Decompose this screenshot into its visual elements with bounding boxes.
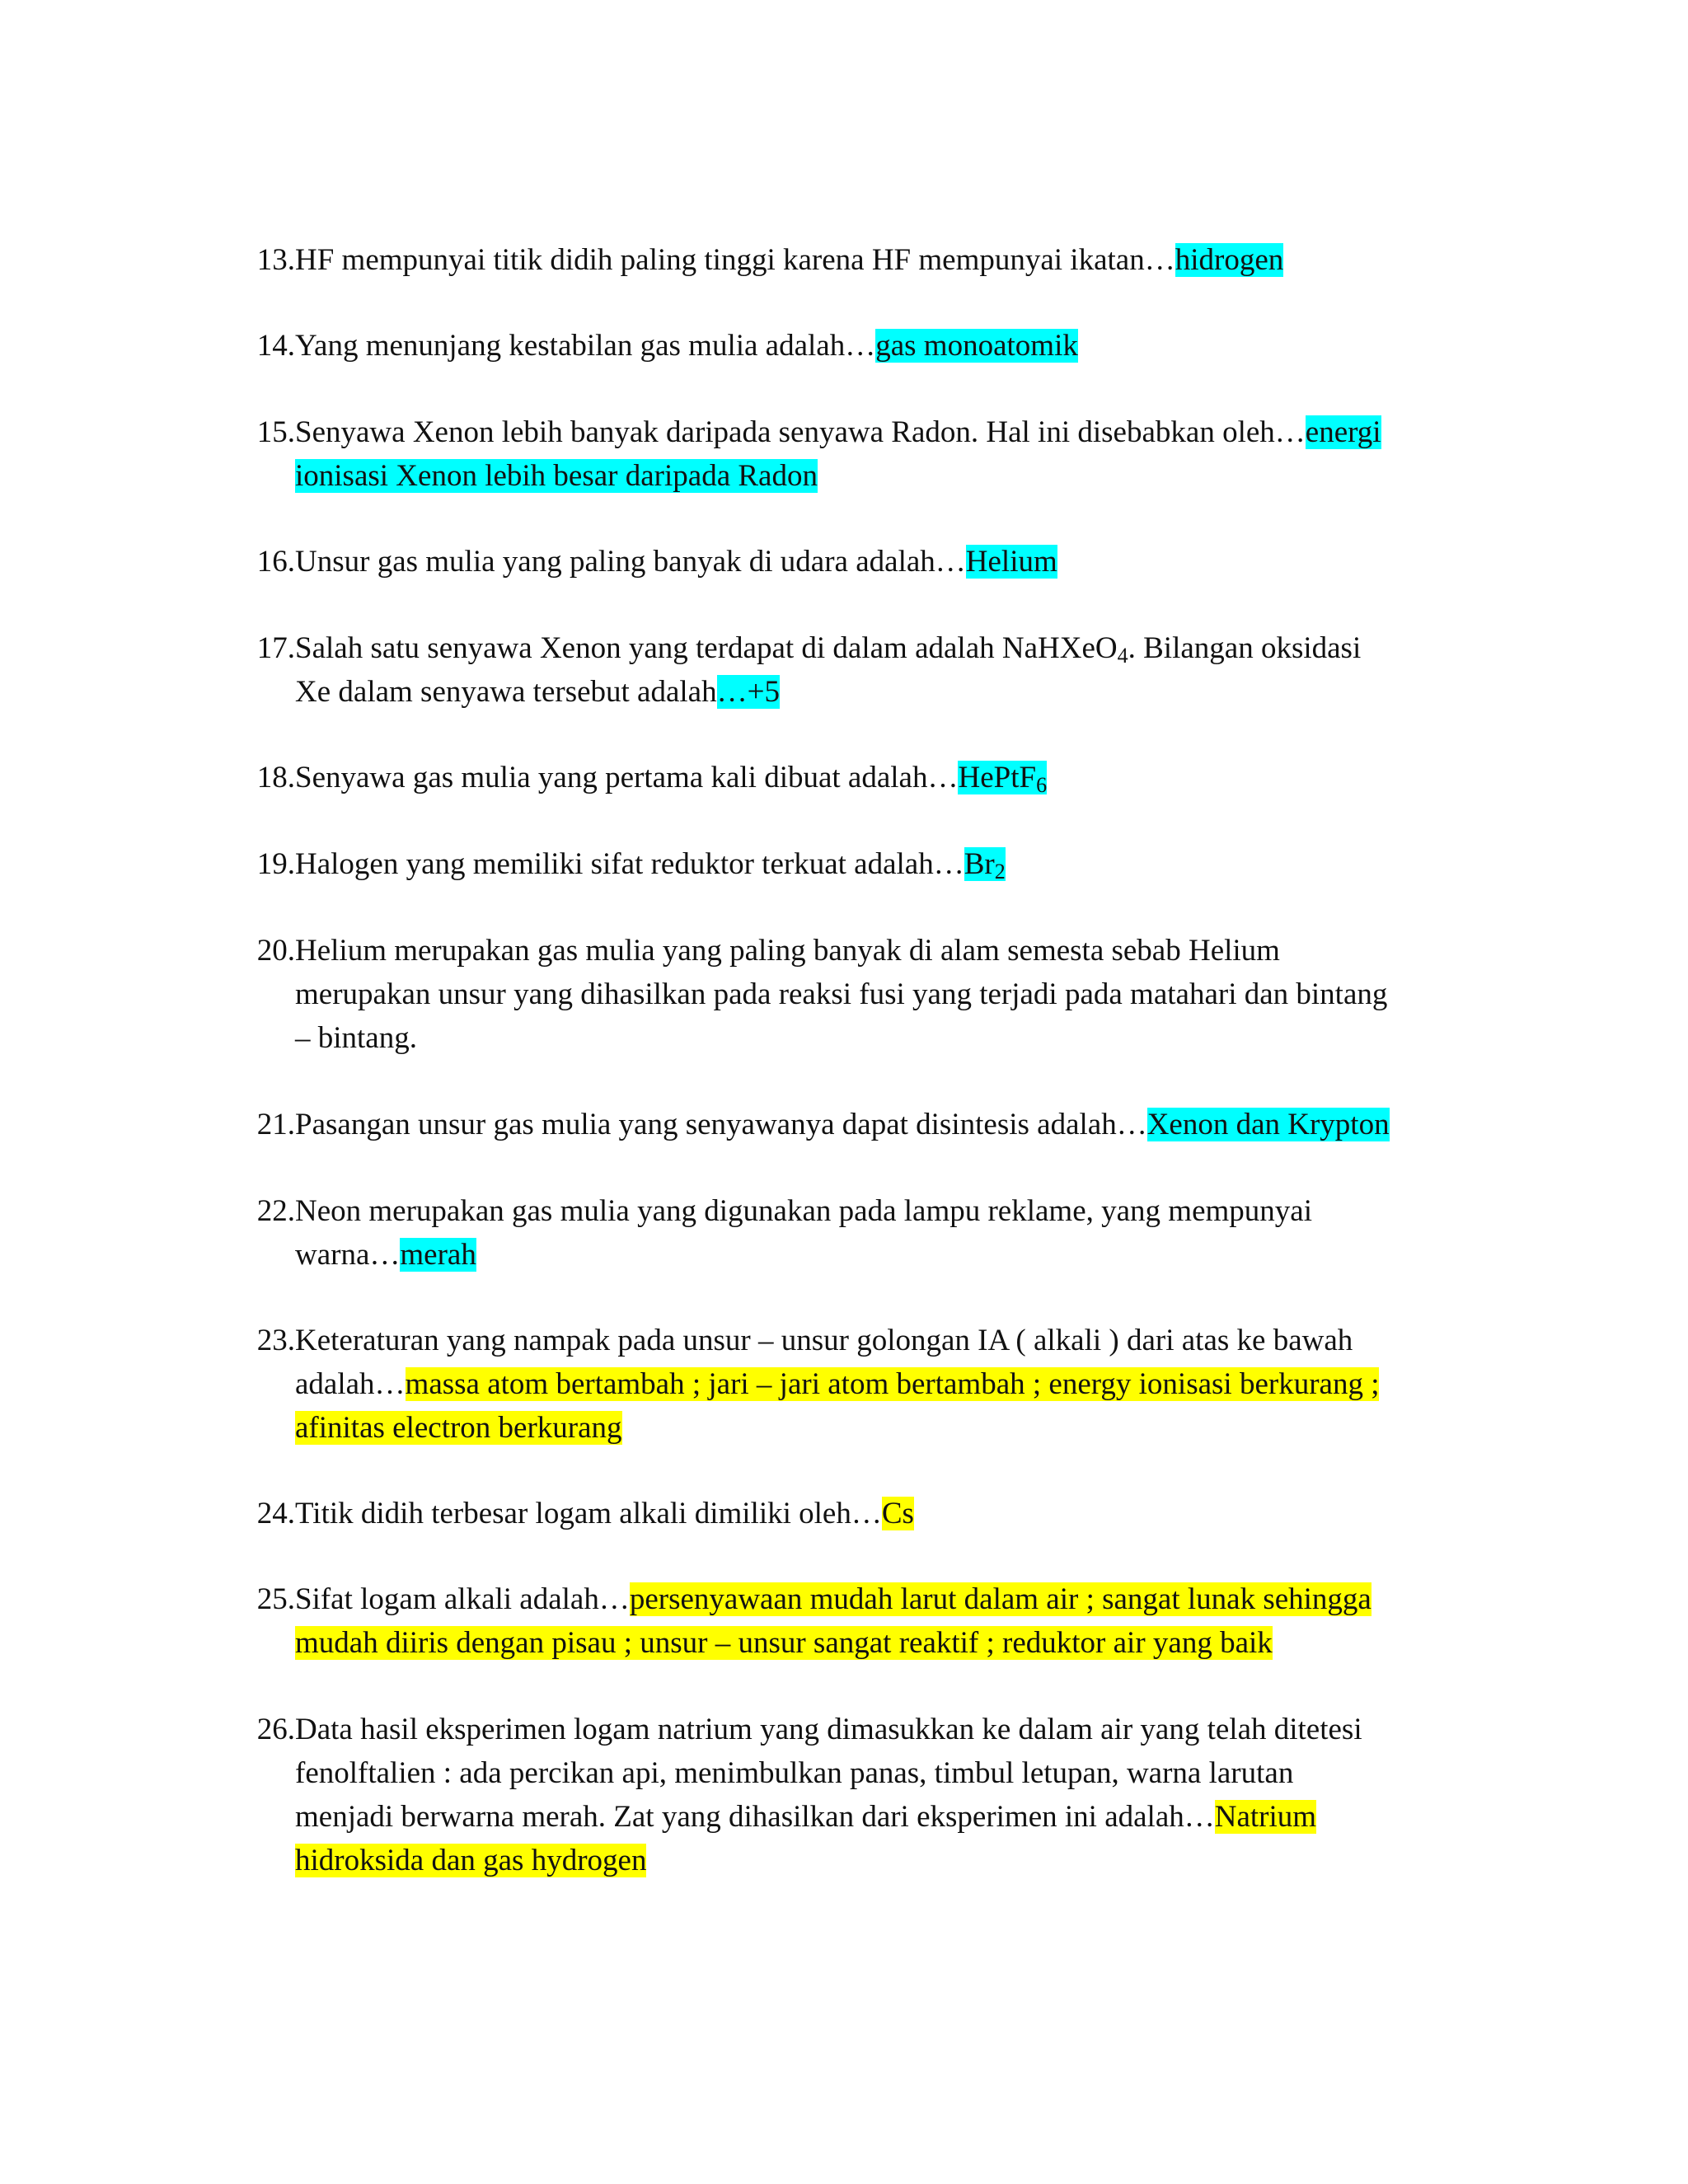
question-line: Keteraturan yang nampak pada unsur – unsur golongan IA ( alkali ) dari atas ke bawah [295,1324,1353,1357]
question-line [295,410,1381,454]
question-line: – bintang. [295,1021,417,1055]
answer-highlight: Xenon dan Krypton [1146,1108,1390,1141]
question-number: 26. [256,1713,295,1746]
question-line: Neon merupakan gas mulia yang digunakan pada lampu reklame, yang mempunyai [295,1194,1312,1228]
question-text: menjadi berwarna merah. Zat yang dihasilkan dari eksperimen ini adalah… [295,1800,1215,1834]
question-text: Senyawa Xenon lebih banyak daripada senyawa Radon. Hal ini disebabkan oleh… [295,415,1306,449]
question-line [295,1795,1316,1839]
question-text: adalah… [295,1367,406,1401]
subscript: 2 [994,860,1006,883]
answer-highlight: hidrogen [1175,243,1284,277]
question-number: 14. [256,329,295,363]
question-line [295,1839,646,1882]
question-text: Salah satu senyawa Xenon yang terdapat di dalam adalah NaHXeO [295,631,1118,665]
question-line [295,842,1006,886]
answer-highlight [964,847,1006,881]
answer-highlight: ionisasi Xenon lebih besar daripada Radon [295,459,818,493]
question-line [295,1103,1390,1146]
question-line [295,454,818,498]
answer-highlight: Helium [965,545,1057,579]
question-line [295,1621,1273,1665]
question-number: 25. [256,1582,295,1616]
answer-highlight: mudah diiris dengan pisau ; unsur – unsur sangat reaktif ; reduktor air yang baik [295,1626,1273,1660]
answer-highlight [958,761,1048,797]
question-number: 16. [256,545,295,579]
question-line [295,1406,622,1450]
question-text: Pasangan unsur gas mulia yang senyawanya dapat disintesis adalah… [295,1108,1147,1141]
answer-highlight: massa atom bertambah ; jari – jari atom bertambah ; energy ionisasi berkurang ; [405,1367,1380,1401]
question-text: . Bilangan oksidasi [1128,631,1362,665]
answer-highlight: hidroksida dan gas hydrogen [295,1844,647,1877]
question-text: Xe dalam senyawa tersebut adalah [295,675,717,709]
question-line: Data hasil eksperimen logam natrium yang dimasukkan ke dalam air yang telah ditetesi [295,1713,1362,1746]
question-number: 22. [256,1194,295,1228]
question-text: warna… [295,1238,401,1272]
question-line [295,1233,476,1277]
question-text: Titik didih terbesar logam alkali dimiliki oleh… [295,1497,882,1530]
question-line: merupakan unsur yang dihasilkan pada reaksi fusi yang terjadi pada matahari dan bintang [295,977,1388,1011]
question-line [295,324,1078,368]
question-number: 19. [256,847,295,881]
question-line [295,540,1057,583]
question-line [295,1492,914,1535]
question-number: 15. [256,415,295,449]
answer-highlight: persenyawaan mudah larut dalam air ; sangat lunak sehingga [629,1582,1372,1616]
question-text: HF mempunyai titik didih paling tinggi karena HF mempunyai ikatan… [295,243,1175,277]
answer-highlight: merah [400,1238,476,1272]
answer-highlight: …+5 [716,675,780,709]
answer-highlight: gas monoatomik [875,329,1078,363]
question-number: 23. [256,1324,295,1357]
question-text: Unsur gas mulia yang paling banyak di udara adalah… [295,545,966,579]
answer-text: HePtF [958,761,1037,794]
subscript: 4 [1117,644,1128,668]
question-line [295,756,1047,799]
answer-highlight: afinitas electron berkurang [295,1411,622,1445]
question-number: 17. [256,631,295,665]
question-number: 18. [256,761,295,794]
answer-text: Br [964,847,995,881]
answer-highlight: Cs [881,1497,914,1530]
question-text: Sifat logam alkali adalah… [295,1582,630,1616]
question-line: fenolftalien : ada percikan api, menimbulkan panas, timbul letupan, warna larutan [295,1756,1294,1790]
question-line [295,1362,1379,1406]
question-text: Halogen yang memiliki sifat reduktor terkuat adalah… [295,847,964,881]
question-line [295,670,780,714]
answer-highlight: Natrium [1214,1800,1317,1834]
question-line [295,1577,1372,1621]
question-number: 20. [256,934,295,968]
question-number: 21. [256,1108,295,1141]
question-number: 24. [256,1497,295,1530]
question-number: 13. [256,243,295,277]
question-text: Senyawa gas mulia yang pertama kali dibuat adalah… [295,761,959,794]
question-line [295,626,1361,670]
subscript: 6 [1036,773,1048,797]
question-line: Helium merupakan gas mulia yang paling banyak di alam semesta sebab Helium [295,934,1280,968]
answer-highlight: energi [1305,415,1381,449]
question-text: Yang menunjang kestabilan gas mulia adalah… [295,329,876,363]
question-line [295,238,1283,282]
